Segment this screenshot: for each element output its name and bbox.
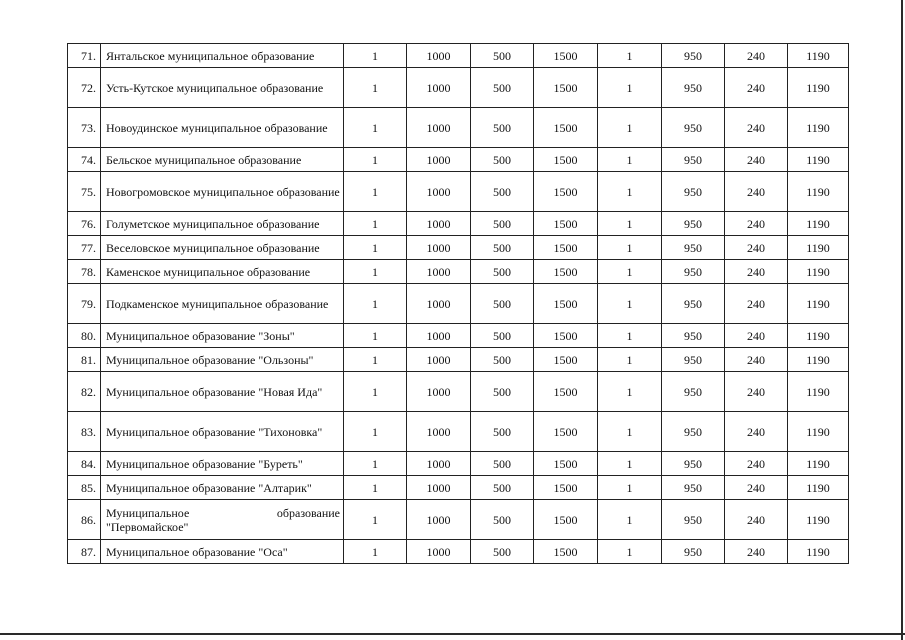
municipality-name: Бельское муниципальное образование bbox=[101, 148, 344, 172]
value-cell: 1000 bbox=[407, 108, 471, 148]
value-cell: 1500 bbox=[534, 372, 598, 412]
municipality-name: Муниципальное образование "Зоны" bbox=[101, 324, 344, 348]
value-cell: 1190 bbox=[788, 540, 849, 564]
value-cell: 1500 bbox=[534, 540, 598, 564]
table-row bbox=[68, 108, 849, 148]
value-cell: 1000 bbox=[407, 68, 471, 108]
row-number: 84. bbox=[68, 452, 101, 476]
value-cell: 950 bbox=[662, 324, 725, 348]
value-cell: 240 bbox=[725, 324, 788, 348]
table-row bbox=[68, 148, 849, 172]
value-cell: 1000 bbox=[407, 172, 471, 212]
value-cell: 240 bbox=[725, 260, 788, 284]
table-row bbox=[68, 236, 849, 260]
value-cell: 1 bbox=[344, 372, 407, 412]
row-number: 80. bbox=[68, 324, 101, 348]
page-right-edge bbox=[901, 0, 903, 640]
value-cell: 240 bbox=[725, 44, 788, 68]
value-cell: 1500 bbox=[534, 260, 598, 284]
value-cell: 1000 bbox=[407, 284, 471, 324]
value-cell: 500 bbox=[471, 148, 534, 172]
value-cell: 1000 bbox=[407, 212, 471, 236]
municipality-name: Подкаменское муниципальное образование bbox=[101, 284, 344, 324]
value-cell: 1500 bbox=[534, 452, 598, 476]
municipality-name: Янтальское муниципальное образование bbox=[101, 44, 344, 68]
value-cell: 240 bbox=[725, 372, 788, 412]
municipality-name: Муниципальное образование "Алтарик" bbox=[101, 476, 344, 500]
table-row bbox=[68, 372, 849, 412]
value-cell: 1 bbox=[344, 68, 407, 108]
row-number: 78. bbox=[68, 260, 101, 284]
value-cell: 1000 bbox=[407, 236, 471, 260]
municipality-name: Муниципальное образование "Тихоновка" bbox=[101, 412, 344, 452]
table-row bbox=[68, 212, 849, 236]
value-cell: 1190 bbox=[788, 172, 849, 212]
municipality-name: Муниципальное образование "Новая Ида" bbox=[101, 372, 344, 412]
value-cell: 950 bbox=[662, 172, 725, 212]
value-cell: 1000 bbox=[407, 500, 471, 540]
table-row bbox=[68, 348, 849, 372]
value-cell: 1190 bbox=[788, 108, 849, 148]
row-number: 74. bbox=[68, 148, 101, 172]
row-number: 85. bbox=[68, 476, 101, 500]
value-cell: 1 bbox=[344, 500, 407, 540]
value-cell: 950 bbox=[662, 212, 725, 236]
row-number: 83. bbox=[68, 412, 101, 452]
value-cell: 1190 bbox=[788, 44, 849, 68]
value-cell: 240 bbox=[725, 68, 788, 108]
value-cell: 950 bbox=[662, 540, 725, 564]
value-cell: 1500 bbox=[534, 500, 598, 540]
value-cell: 500 bbox=[471, 452, 534, 476]
value-cell: 1190 bbox=[788, 284, 849, 324]
value-cell: 1000 bbox=[407, 44, 471, 68]
value-cell: 1500 bbox=[534, 412, 598, 452]
value-cell: 1500 bbox=[534, 348, 598, 372]
municipality-name: Каменское муниципальное образование bbox=[101, 260, 344, 284]
value-cell: 500 bbox=[471, 348, 534, 372]
value-cell: 240 bbox=[725, 500, 788, 540]
value-cell: 1500 bbox=[534, 212, 598, 236]
value-cell: 1 bbox=[344, 348, 407, 372]
row-number: 77. bbox=[68, 236, 101, 260]
table-body bbox=[68, 44, 849, 564]
value-cell: 1000 bbox=[407, 348, 471, 372]
value-cell: 1 bbox=[344, 172, 407, 212]
value-cell: 950 bbox=[662, 148, 725, 172]
value-cell: 240 bbox=[725, 412, 788, 452]
value-cell: 1 bbox=[598, 500, 662, 540]
value-cell: 1000 bbox=[407, 260, 471, 284]
value-cell: 1190 bbox=[788, 412, 849, 452]
value-cell: 950 bbox=[662, 412, 725, 452]
municipality-name: Новогромовское муниципальное образование bbox=[101, 172, 344, 212]
value-cell: 240 bbox=[725, 476, 788, 500]
table-row bbox=[68, 476, 849, 500]
value-cell: 1 bbox=[598, 452, 662, 476]
value-cell: 950 bbox=[662, 44, 725, 68]
value-cell: 1500 bbox=[534, 148, 598, 172]
value-cell: 950 bbox=[662, 260, 725, 284]
table-row bbox=[68, 500, 849, 540]
table-row bbox=[68, 260, 849, 284]
municipality-name: Веселовское муниципальное образование bbox=[101, 236, 344, 260]
value-cell: 240 bbox=[725, 172, 788, 212]
value-cell: 1 bbox=[598, 148, 662, 172]
value-cell: 1000 bbox=[407, 412, 471, 452]
value-cell: 240 bbox=[725, 148, 788, 172]
value-cell: 950 bbox=[662, 348, 725, 372]
municipality-name: Муниципальное образование "Первомайское" bbox=[101, 500, 344, 540]
table-row bbox=[68, 452, 849, 476]
value-cell: 1500 bbox=[534, 284, 598, 324]
value-cell: 500 bbox=[471, 236, 534, 260]
municipality-name: Муниципальное образование "Оса" bbox=[101, 540, 344, 564]
table-row bbox=[68, 412, 849, 452]
value-cell: 500 bbox=[471, 44, 534, 68]
value-cell: 1500 bbox=[534, 476, 598, 500]
row-number: 87. bbox=[68, 540, 101, 564]
value-cell: 1190 bbox=[788, 260, 849, 284]
value-cell: 1 bbox=[344, 452, 407, 476]
value-cell: 500 bbox=[471, 284, 534, 324]
row-number: 75. bbox=[68, 172, 101, 212]
value-cell: 500 bbox=[471, 108, 534, 148]
value-cell: 1 bbox=[344, 260, 407, 284]
value-cell: 1500 bbox=[534, 68, 598, 108]
value-cell: 500 bbox=[471, 172, 534, 212]
value-cell: 1190 bbox=[788, 68, 849, 108]
value-cell: 1 bbox=[598, 412, 662, 452]
municipality-table bbox=[67, 43, 849, 564]
value-cell: 1500 bbox=[534, 108, 598, 148]
value-cell: 1190 bbox=[788, 324, 849, 348]
value-cell: 1500 bbox=[534, 44, 598, 68]
value-cell: 240 bbox=[725, 108, 788, 148]
table-row bbox=[68, 172, 849, 212]
value-cell: 1 bbox=[598, 324, 662, 348]
value-cell: 500 bbox=[471, 324, 534, 348]
value-cell: 1 bbox=[598, 172, 662, 212]
municipality-name: Голуметское муниципальное образование bbox=[101, 212, 344, 236]
value-cell: 240 bbox=[725, 212, 788, 236]
value-cell: 1 bbox=[344, 44, 407, 68]
value-cell: 1190 bbox=[788, 236, 849, 260]
value-cell: 1 bbox=[344, 108, 407, 148]
value-cell: 240 bbox=[725, 284, 788, 324]
row-number: 82. bbox=[68, 372, 101, 412]
value-cell: 1 bbox=[598, 68, 662, 108]
row-number: 71. bbox=[68, 44, 101, 68]
value-cell: 500 bbox=[471, 476, 534, 500]
value-cell: 1190 bbox=[788, 372, 849, 412]
value-cell: 1 bbox=[598, 260, 662, 284]
table-row bbox=[68, 540, 849, 564]
table-row bbox=[68, 324, 849, 348]
value-cell: 1 bbox=[344, 212, 407, 236]
value-cell: 1 bbox=[598, 212, 662, 236]
value-cell: 1 bbox=[598, 108, 662, 148]
value-cell: 1000 bbox=[407, 148, 471, 172]
row-number: 72. bbox=[68, 68, 101, 108]
value-cell: 240 bbox=[725, 452, 788, 476]
value-cell: 950 bbox=[662, 500, 725, 540]
value-cell: 500 bbox=[471, 412, 534, 452]
value-cell: 1190 bbox=[788, 452, 849, 476]
row-number: 79. bbox=[68, 284, 101, 324]
value-cell: 1000 bbox=[407, 324, 471, 348]
value-cell: 1000 bbox=[407, 540, 471, 564]
municipality-name: Усть-Кутское муниципальное образование bbox=[101, 68, 344, 108]
row-number: 73. bbox=[68, 108, 101, 148]
value-cell: 1 bbox=[344, 476, 407, 500]
value-cell: 950 bbox=[662, 236, 725, 260]
page-bottom-edge bbox=[0, 633, 905, 635]
row-number: 81. bbox=[68, 348, 101, 372]
value-cell: 950 bbox=[662, 372, 725, 412]
row-number: 86. bbox=[68, 500, 101, 540]
municipality-name: Муниципальное образование "Буреть" bbox=[101, 452, 344, 476]
value-cell: 1190 bbox=[788, 500, 849, 540]
value-cell: 500 bbox=[471, 68, 534, 108]
value-cell: 1 bbox=[344, 236, 407, 260]
value-cell: 1500 bbox=[534, 172, 598, 212]
value-cell: 500 bbox=[471, 500, 534, 540]
value-cell: 1500 bbox=[534, 324, 598, 348]
value-cell: 950 bbox=[662, 284, 725, 324]
value-cell: 1 bbox=[598, 284, 662, 324]
value-cell: 1 bbox=[344, 412, 407, 452]
municipality-name: Новоудинское муниципальное образование bbox=[101, 108, 344, 148]
value-cell: 1190 bbox=[788, 348, 849, 372]
value-cell: 1 bbox=[344, 324, 407, 348]
value-cell: 950 bbox=[662, 476, 725, 500]
value-cell: 1 bbox=[598, 236, 662, 260]
value-cell: 1500 bbox=[534, 236, 598, 260]
value-cell: 1 bbox=[598, 372, 662, 412]
row-number: 76. bbox=[68, 212, 101, 236]
value-cell: 1190 bbox=[788, 212, 849, 236]
value-cell: 1 bbox=[598, 476, 662, 500]
municipality-name: Муниципальное образование "Ользоны" bbox=[101, 348, 344, 372]
value-cell: 1000 bbox=[407, 372, 471, 412]
value-cell: 500 bbox=[471, 260, 534, 284]
value-cell: 1 bbox=[344, 148, 407, 172]
value-cell: 1 bbox=[344, 284, 407, 324]
value-cell: 1 bbox=[598, 540, 662, 564]
value-cell: 1190 bbox=[788, 476, 849, 500]
value-cell: 240 bbox=[725, 236, 788, 260]
value-cell: 1000 bbox=[407, 476, 471, 500]
value-cell: 950 bbox=[662, 68, 725, 108]
value-cell: 500 bbox=[471, 212, 534, 236]
table-row bbox=[68, 44, 849, 68]
table-row bbox=[68, 284, 849, 324]
table-row bbox=[68, 68, 849, 108]
value-cell: 1 bbox=[598, 44, 662, 68]
value-cell: 240 bbox=[725, 540, 788, 564]
value-cell: 1000 bbox=[407, 452, 471, 476]
value-cell: 1190 bbox=[788, 148, 849, 172]
value-cell: 950 bbox=[662, 452, 725, 476]
value-cell: 500 bbox=[471, 372, 534, 412]
value-cell: 500 bbox=[471, 540, 534, 564]
value-cell: 950 bbox=[662, 108, 725, 148]
value-cell: 1 bbox=[598, 348, 662, 372]
value-cell: 1 bbox=[344, 540, 407, 564]
value-cell: 240 bbox=[725, 348, 788, 372]
